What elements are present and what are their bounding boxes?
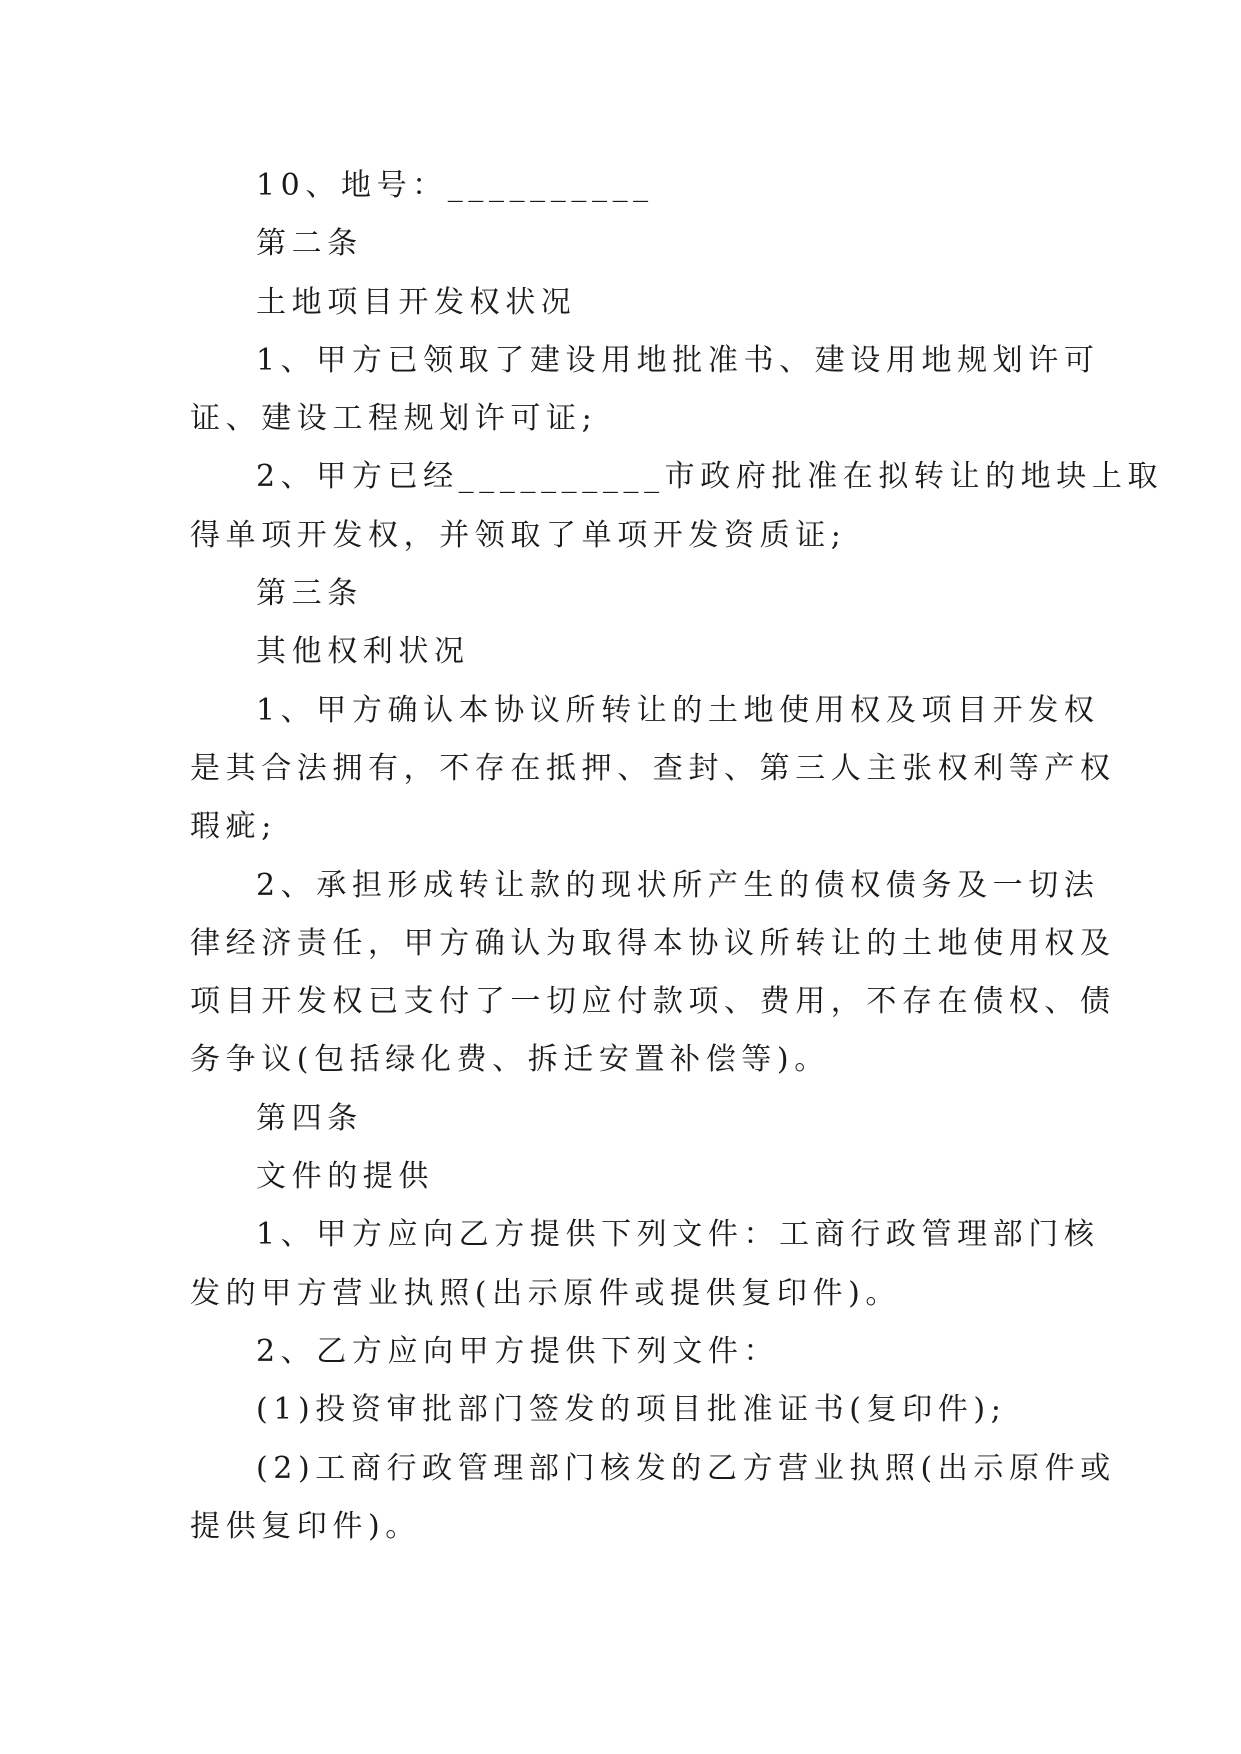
- article-four-title: 文件的提供: [256, 1159, 434, 1195]
- article-four-heading: 第四条: [256, 1100, 363, 1136]
- list-item-line: 提供复印件)。: [190, 1508, 421, 1544]
- article-two-heading: 第二条: [256, 226, 363, 262]
- document-body: [190, 157, 1164, 1556]
- paragraph-line: 瑕疵;: [190, 809, 277, 845]
- paragraph-line: 1、甲方应向乙方提供下列文件：工商行政管理部门核: [256, 1217, 1100, 1253]
- paragraph-line: 务争议(包括绿化费、拆迁安置补偿等)。: [190, 1042, 830, 1078]
- list-item-line: (2)工商行政管理部门核发的乙方营业执照(出示原件或: [256, 1450, 1116, 1486]
- paragraph-line: 证、建设工程规划许可证;: [190, 401, 598, 437]
- paragraph-line: 1、甲方已领取了建设用地批准书、建设用地规划许可: [256, 342, 1100, 378]
- paragraph-line: 律经济责任，甲方确认为取得本协议所转让的土地使用权及: [190, 925, 1116, 961]
- paragraph-line: 是其合法拥有，不存在抵押、查封、第三人主张权利等产权: [190, 750, 1116, 786]
- paragraph-line: 2、甲方已经__________市政府批准在拟转让的地块上取: [256, 459, 1164, 495]
- article-three-heading: 第三条: [256, 576, 363, 612]
- article-three-title: 其他权利状况: [256, 634, 470, 670]
- paragraph-line: 2、承担形成转让款的现状所产生的债权债务及一切法: [256, 867, 1100, 903]
- paragraph-line: 发的甲方营业执照(出示原件或提供复印件)。: [190, 1275, 902, 1311]
- paragraph-line: 1、甲方确认本协议所转让的土地使用权及项目开发权: [256, 692, 1100, 728]
- paragraph-line: 项目开发权已支付了一切应付款项、费用，不存在债权、债: [190, 984, 1116, 1020]
- paragraph-line: 2、乙方应向甲方提供下列文件：: [256, 1333, 780, 1369]
- paragraph-line: 得单项开发权，并领取了单项开发资质证;: [190, 517, 847, 553]
- list-item-line: (1)投资审批部门签发的项目批准证书(复印件);: [256, 1392, 1007, 1428]
- article-two-title: 土地项目开发权状况: [256, 284, 577, 320]
- land-number-line: 10、地号：__________: [256, 168, 654, 203]
